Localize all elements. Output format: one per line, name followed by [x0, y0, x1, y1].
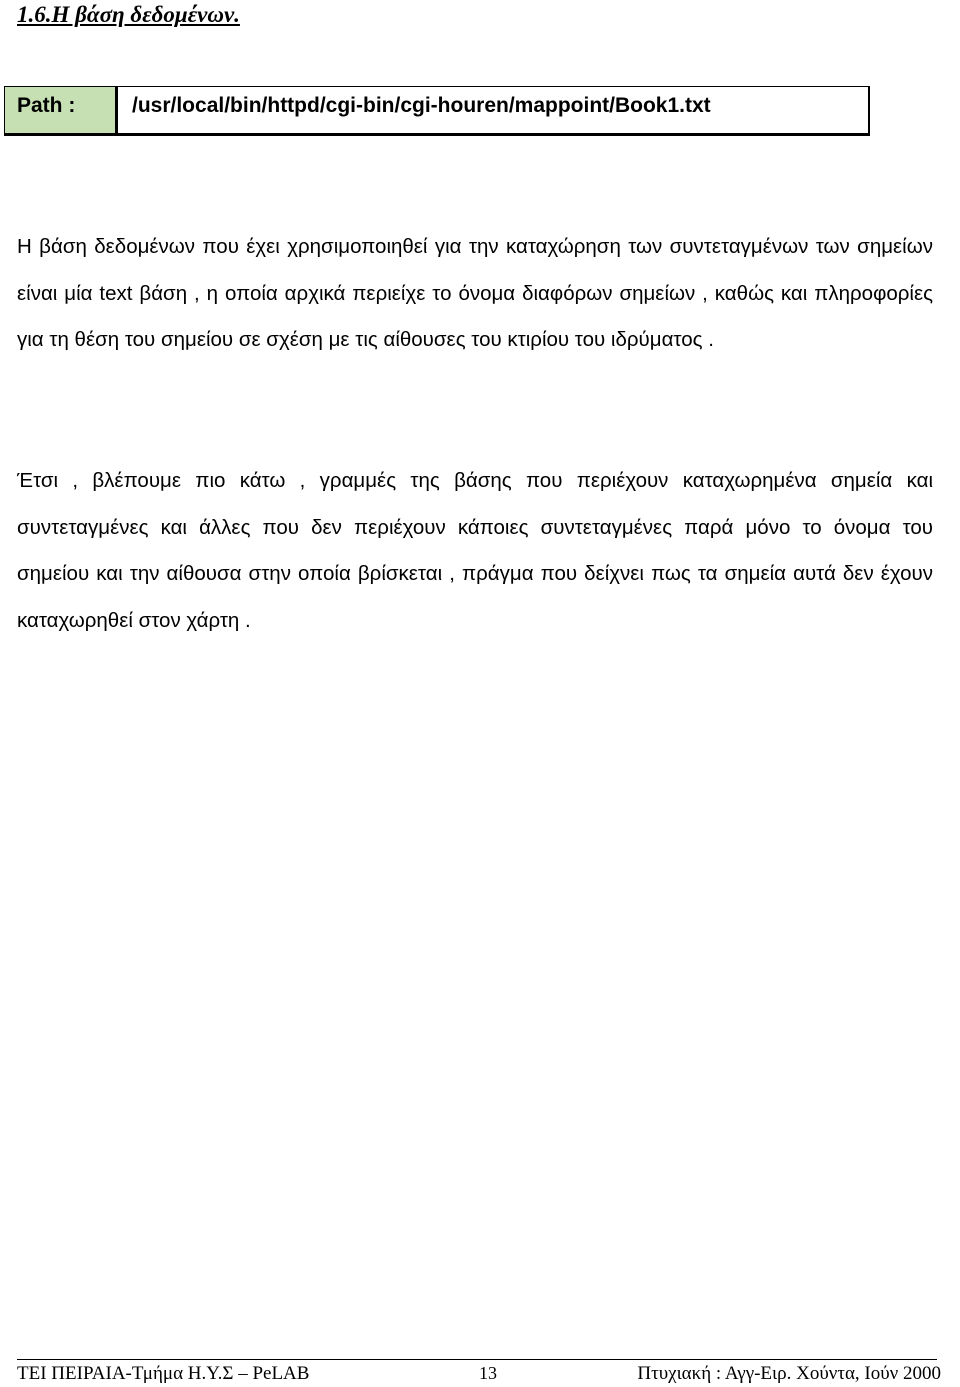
path-value: /usr/local/bin/httpd/cgi-bin/cgi-houren/mappoint/Book1.txt — [132, 94, 711, 117]
path-label: Path : — [5, 87, 118, 133]
paragraph-database-lines: Έτσι , βλέπουμε πιο κάτω , γραμμές της βάσης που περιέχουν καταχωρημένα σημεία και συντεταγμένες και άλλες που δεν περιέχουν κάποιες συντεταγμένες παρά μόνο το όνομα του σημείου και την αίθουσα στην οποία βρίσκεται , πράγμα που δείχνει πως τα σημεία αυτά δεν έχουν καταχωρηθεί στον χάρτη . — [17, 469, 933, 632]
footer-thesis-info: Πτυχιακή : Αγγ-Ειρ. Χούντα, Ιούν 2000 — [637, 1363, 941, 1384]
footer-page-number: 13 — [479, 1363, 497, 1383]
section-heading: 1.6.Η βάση δεδομένων. — [17, 2, 240, 27]
paragraph-database-description: Η βάση δεδομένων που έχει χρησιμοποιηθεί για την καταχώρηση των συντεταγμένων των σημείων είναι μία text βάση , η οποία αρχικά περιείχε το όνομα διαφόρων σημείων , καθώς και πληροφορίες για τη θέση του σημείου σε σχέση με τις αίθουσες του κτιρίου του ιδρύματος . — [17, 235, 933, 351]
footer-institution: ΤΕΙ ΠΕΙΡΑΙΑ-Τμήμα Η.Υ.Σ – PeLAB — [17, 1363, 310, 1384]
page-footer — [17, 1359, 941, 1387]
path-box — [4, 86, 870, 136]
